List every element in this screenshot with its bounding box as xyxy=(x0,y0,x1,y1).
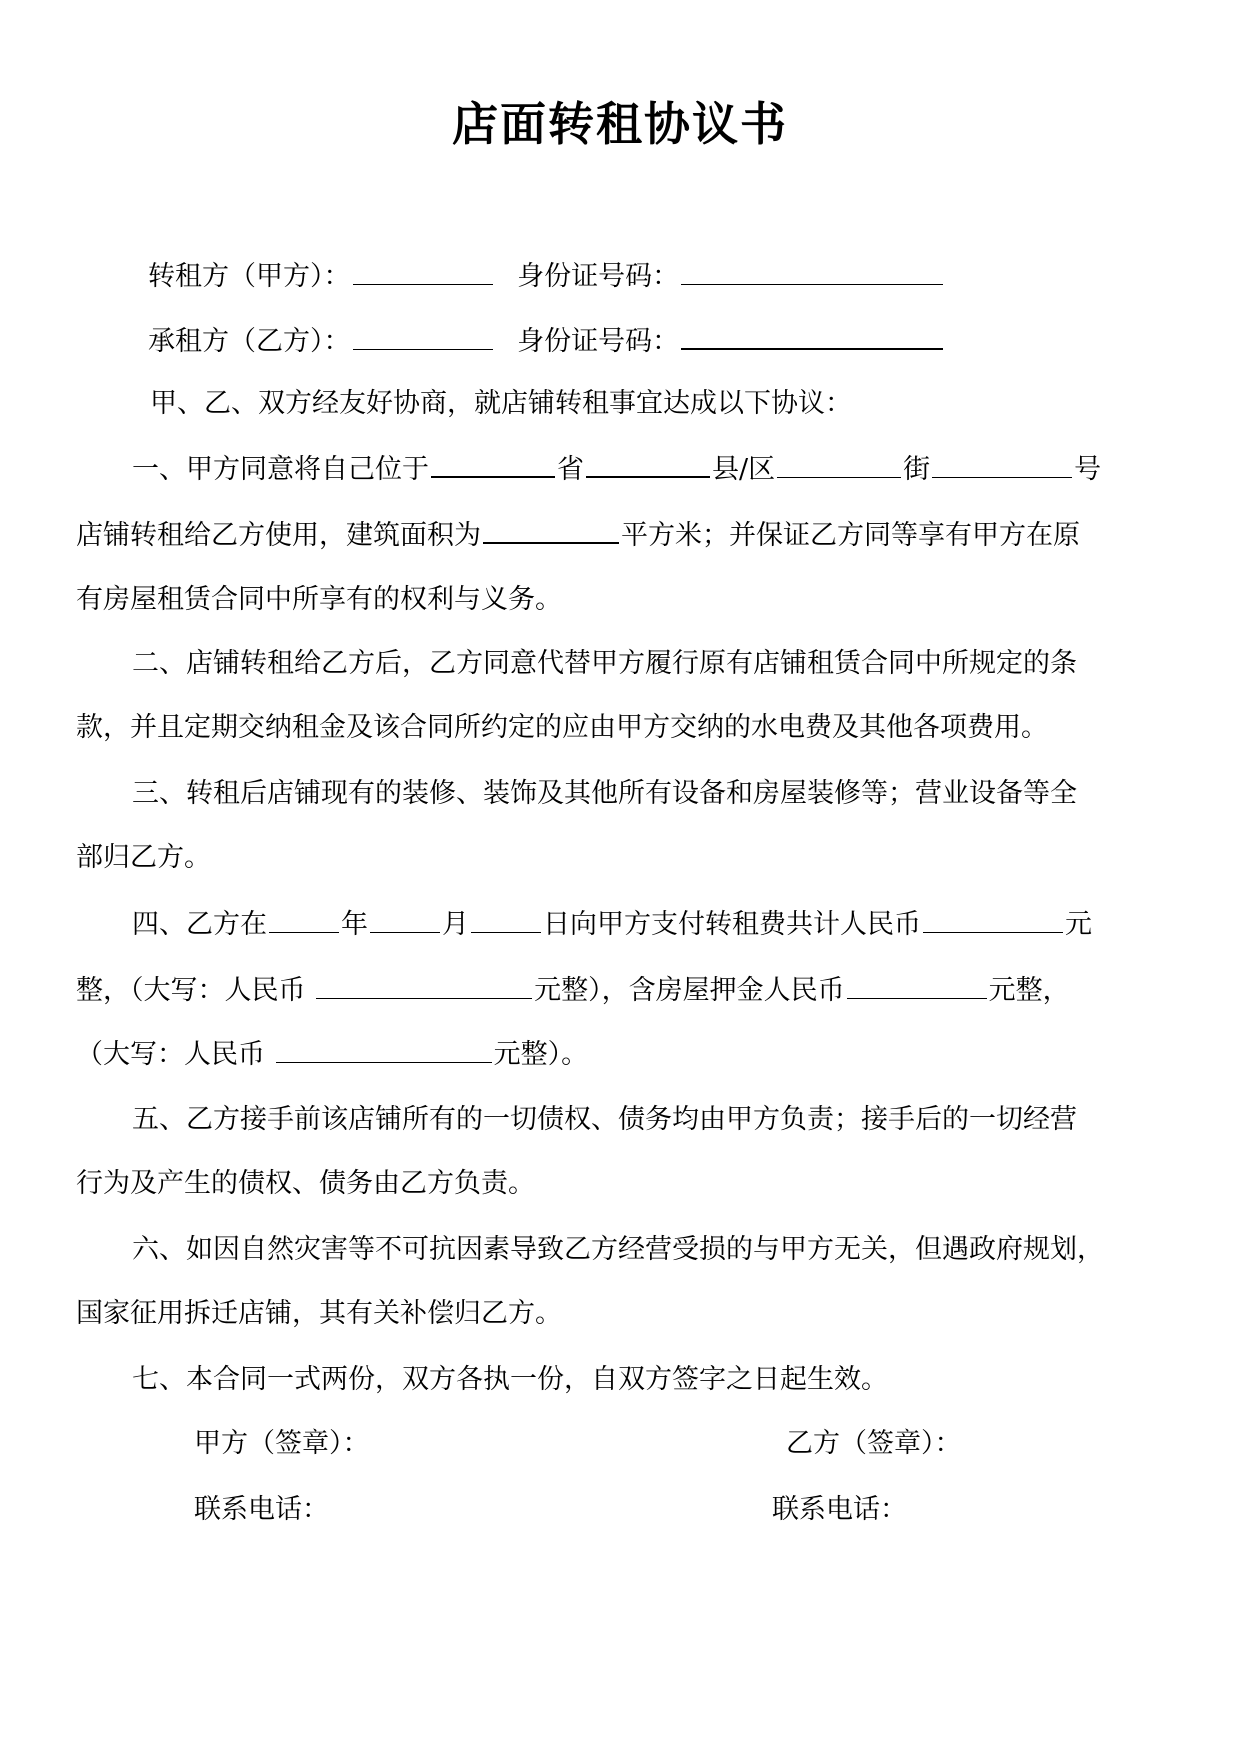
party-b-id-label: 身份证号码： xyxy=(517,326,680,357)
party-b-row xyxy=(148,320,945,362)
clause-4-line-1 xyxy=(132,904,1092,945)
clause-1-text: 一、甲方同意将自己位于 xyxy=(132,454,429,485)
phone-a-label: 联系电话： xyxy=(194,1494,329,1525)
sign-b-label: 乙方（签章）： xyxy=(786,1428,962,1459)
clause-3-line-2: 部归乙方。 xyxy=(76,842,211,873)
party-a-id-blank[interactable] xyxy=(681,256,943,285)
clause-6-line-1: 六、如因自然灾害等不可抗因素导致乙方经营受损的与甲方无关，但遇政府规划， xyxy=(132,1234,1104,1265)
party-a-id-label: 身份证号码： xyxy=(517,261,680,292)
month-label: 月 xyxy=(442,909,469,940)
clause-1-line-3: 有房屋租赁合同中所享有的权利与义务。 xyxy=(76,584,562,615)
intro-text: 甲、乙、双方经友好协商，就店铺转租事宜达成以下协议： xyxy=(150,388,852,419)
clause-5-line-2: 行为及产生的债权、债务由乙方负责。 xyxy=(76,1168,535,1199)
deposit-text: 元整），含房屋押金人民币 xyxy=(534,975,845,1006)
fee-amount-blank[interactable] xyxy=(923,904,1063,933)
month-blank[interactable] xyxy=(370,904,440,933)
number-label: 号 xyxy=(1074,454,1102,485)
clause-1-line-2 xyxy=(76,514,1080,556)
deposit-capital-blank[interactable] xyxy=(276,1034,492,1063)
street-label: 街 xyxy=(903,454,931,485)
clause-7: 七、本合同一式两份，双方各执一份，自双方签字之日起生效。 xyxy=(132,1364,888,1395)
sign-a-label: 甲方（签章）： xyxy=(194,1428,370,1459)
clause-4-line-3 xyxy=(76,1034,588,1075)
deposit-unit: 元整， xyxy=(988,975,1070,1006)
clause-6-line-2: 国家征用拆迁店铺，其有关补偿归乙方。 xyxy=(76,1298,562,1329)
clause-2-line-1: 二、店铺转租给乙方后，乙方同意代替甲方履行原有店铺租赁合同中所规定的条 xyxy=(132,648,1077,679)
area-blank[interactable] xyxy=(483,514,619,544)
party-a-row xyxy=(148,256,945,297)
clause-2-line-2: 款，并且定期交纳租金及该合同所约定的应由甲方交纳的水电费及其他各项费用。 xyxy=(76,712,1048,743)
day-blank[interactable] xyxy=(471,904,541,933)
party-b-label: 承租方（乙方）： xyxy=(148,326,351,357)
page-title: 店面转租协议书 xyxy=(452,97,788,151)
party-b-id-blank[interactable] xyxy=(681,320,943,350)
fee-unit: 元 xyxy=(1065,909,1092,940)
deposit-capital-unit: 元整）。 xyxy=(493,1039,589,1070)
fee-capital-text: 整，（大写：人民币 xyxy=(76,975,315,1006)
clause-1-line-1 xyxy=(132,448,1101,490)
year-blank[interactable] xyxy=(269,904,339,933)
county-blank[interactable] xyxy=(586,448,710,478)
clause-4-text: 四、乙方在 xyxy=(132,909,267,940)
clause-1-area-text: 店铺转租给乙方使用，建筑面积为 xyxy=(76,520,481,551)
clause-3-line-1: 三、转租后店铺现有的装修、装饰及其他所有设备和房屋装修等；营业设备等全 xyxy=(132,778,1077,809)
clause-1-area-unit: 平方米；并保证乙方同等享有甲方在原 xyxy=(621,520,1080,551)
payment-text: 日向甲方支付转租费共计人民币 xyxy=(543,909,921,940)
party-b-name-blank[interactable] xyxy=(353,321,493,350)
clause-4-line-2 xyxy=(76,970,1070,1011)
deposit-capital-text: （大写：人民币 xyxy=(76,1039,274,1070)
fee-capital-blank[interactable] xyxy=(316,970,532,999)
number-blank[interactable] xyxy=(932,449,1072,478)
clause-5-line-1: 五、乙方接手前该店铺所有的一切债权、债务均由甲方负责；接手后的一切经营 xyxy=(132,1104,1077,1135)
province-blank[interactable] xyxy=(431,448,555,478)
party-a-name-blank[interactable] xyxy=(353,256,493,285)
party-a-label: 转租方（甲方）： xyxy=(148,261,351,292)
province-label: 省 xyxy=(557,454,584,485)
county-label: 县/区 xyxy=(712,454,776,485)
year-label: 年 xyxy=(341,909,368,940)
phone-b-label: 联系电话： xyxy=(772,1494,907,1525)
deposit-amount-blank[interactable] xyxy=(847,970,987,999)
street-blank[interactable] xyxy=(777,449,901,478)
